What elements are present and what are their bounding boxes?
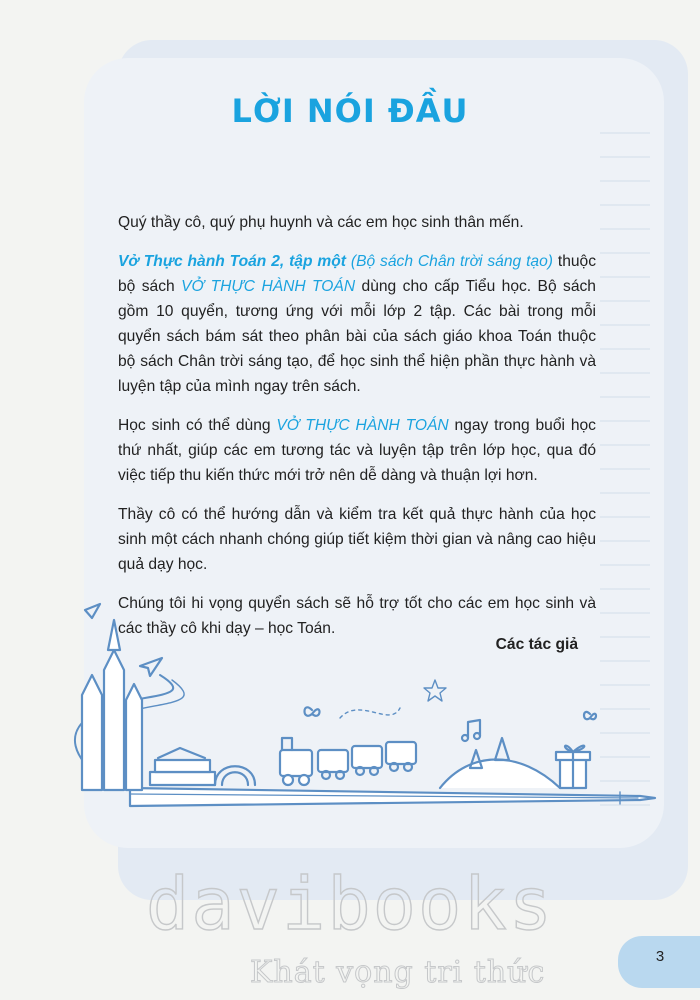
butterfly-icon <box>305 707 320 715</box>
book-title: Vở Thực hành Toán 2, tập một <box>118 253 346 270</box>
stationery-illustration <box>0 600 700 830</box>
series-note: (Bộ sách Chân trời sáng tạo) <box>350 253 553 270</box>
pen-nib-icon <box>108 620 120 650</box>
watermark-brand: davibooks <box>145 862 555 946</box>
paragraph-1 <box>118 249 596 399</box>
paragraph-3: Thầy cô có thể hướng dẫn và kiểm tra kết quả thực hành của học sinh một cách nhanh chóng giúp tiết kiệm thời gian và nâng cao hiệu quả dạy học. <box>118 506 596 573</box>
paragraph-2-text-a: Học sinh có thể dùng <box>118 417 271 434</box>
paragraph-2 <box>118 413 596 488</box>
series-name: VỞ THỰC HÀNH TOÁN <box>276 417 449 434</box>
page-title: LỜI NÓI ĐẦU <box>231 92 469 130</box>
pencil-cluster-icon <box>82 675 102 790</box>
books-icon <box>150 772 215 785</box>
signature: Các tác giả <box>495 636 578 653</box>
paragraph-1-text-b: dùng cho cấp Tiểu học. Bộ sách gồm 10 quyển, tương ứng với mỗi lớp 2 tập. Các bài trong mỗi quyển sách bám sát theo phân bài của sách giáo khoa Toán thuộc bộ sách Chân trời sáng tạo, để học sinh thể hiện phần thực hành và luyện tập của mình ngay trên sách. <box>118 278 596 395</box>
train-icon <box>280 738 416 785</box>
page-number: 3 <box>655 948 665 965</box>
hills-icon <box>440 760 560 789</box>
watermark-slogan: Khát vọng tri thức <box>250 955 546 990</box>
paragraph-2-text-b: ngay trong buổi học thứ nhất, giúp các em tương tác và luyện tập trên lớp học, qua đó việc tiếp thu kiến thức mới trở nên dễ dàng và thuận lợi hơn. <box>118 417 596 484</box>
paragraph-4: Chúng tôi hi vọng quyển sách sẽ hỗ trợ tốt cho các em học sinh và các thầy cô khi dạy – học Toán. <box>118 595 596 637</box>
series-name: VỞ THỰC HÀNH TOÁN <box>181 278 356 295</box>
greeting: Quý thầy cô, quý phụ huynh và các em học sinh thân mến. <box>118 214 524 231</box>
paragraph-1-text-a: thuộc bộ sách <box>118 253 597 295</box>
rainbow-icon <box>215 766 255 785</box>
preface-body <box>118 210 596 655</box>
paper-plane-icon <box>140 658 162 676</box>
star-icon <box>424 680 446 701</box>
gift-box-icon <box>556 746 590 788</box>
